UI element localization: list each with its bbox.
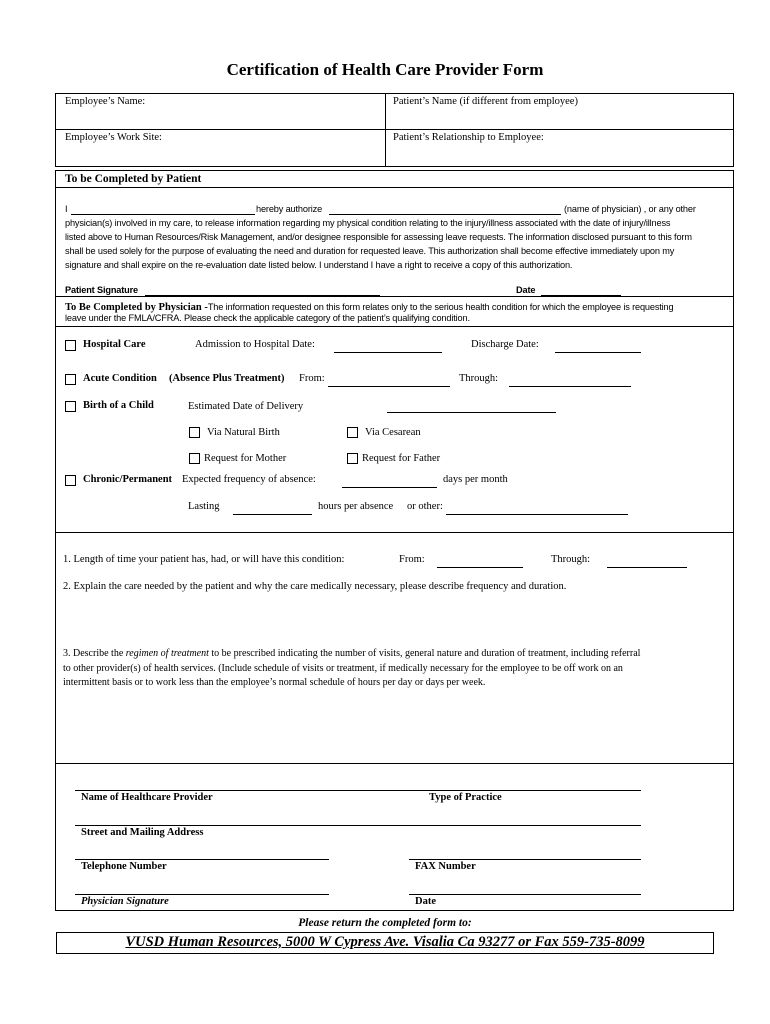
auth-line-2: physician(s) involved in my care, to release information regarding my physical condition relating to the injury/illness associated with the date of injury/illness — [65, 218, 671, 228]
divider — [55, 532, 734, 533]
delivery-date-label: Estimated Date of Delivery — [188, 401, 304, 412]
employee-name-blank[interactable] — [71, 203, 255, 215]
return-note: Please return the completed form to: — [298, 917, 472, 929]
acute-from-label: From: — [299, 373, 325, 384]
q3-line-3: intermittent basis or to work less than the employee’s normal schedule of hours per day or days per week. — [63, 677, 486, 688]
physician-intro-2: leave under the FMLA/CFRA. Please check the applicable category of the patient’s qualifying condition. — [65, 313, 470, 323]
admission-date-line[interactable] — [334, 341, 442, 353]
request-mother-checkbox[interactable] — [189, 453, 200, 464]
q3-start: 3. Describe the — [63, 648, 126, 659]
birth-checkbox[interactable] — [65, 401, 76, 412]
address-label: Street and Mailing Address — [81, 827, 204, 838]
phone-label: Telephone Number — [81, 861, 167, 872]
frequency-line[interactable] — [342, 476, 437, 488]
delivery-date-line[interactable] — [387, 401, 556, 413]
patient-signature-label: Patient Signature — [65, 285, 139, 295]
divider — [55, 129, 734, 130]
provider-date-line[interactable] — [409, 894, 641, 895]
acute-through-label: Through: — [459, 373, 499, 384]
acute-condition-label: Acute Condition — [83, 373, 157, 384]
request-father-checkbox[interactable] — [347, 453, 358, 464]
frequency-label: Expected frequency of absence: — [182, 474, 316, 485]
practice-type-label: Type of Practice — [429, 792, 502, 803]
patient-date-line[interactable] — [541, 284, 621, 296]
question-3 — [63, 647, 726, 691]
work-site-field[interactable]: Employee’s Work Site: — [65, 132, 162, 143]
patient-signature-line[interactable] — [145, 284, 380, 296]
employee-name-field[interactable]: Employee’s Name: — [65, 96, 146, 107]
other-line[interactable] — [446, 503, 628, 515]
q3-italic: regimen of treatment — [125, 648, 209, 659]
chronic-label: Chronic/Permanent — [83, 474, 173, 485]
auth-line-4: shall be used solely for the purpose of evaluating the need and duration for requested leave. This authorization shall become effective immediately upon my — [65, 246, 675, 256]
cesarean-checkbox[interactable] — [347, 427, 358, 438]
auth-line-5: signature and shall expire on the re-evaluation date listed below. I understand I have a right to receive a copy of this authorization. — [65, 260, 573, 270]
fax-line[interactable] — [409, 859, 641, 860]
physician-section-heading: To Be Completed by Physician - — [65, 302, 208, 313]
page-title: Certification of Health Care Provider Form — [226, 60, 544, 79]
q1-through-label: Through: — [551, 554, 591, 565]
q3-line-2: to other provider(s) of health services. (Include schedule of visits or treatment, if medically necessary for the employee to be off work on an — [63, 662, 623, 674]
physician-intro-1: The information requested on this form relates only to the serious health condition for which the employee is requesting — [207, 302, 674, 312]
auth-mid: hereby authorize — [256, 204, 323, 214]
q1-from-label: From: — [399, 554, 425, 565]
provider-date-label: Date — [415, 896, 436, 907]
request-mother-label: Request for Mother — [204, 453, 287, 464]
q1-from-line[interactable] — [437, 556, 523, 568]
auth-line-3: listed above to Human Resources/Risk Management, and/or designee responsible for assessing leave requests. The information disclosed pursuant to this form — [65, 232, 692, 242]
birth-label: Birth of a Child — [83, 400, 154, 411]
days-per-month-label: days per month — [443, 474, 508, 485]
divider — [55, 763, 734, 764]
natural-birth-label: Via Natural Birth — [207, 427, 280, 438]
divider — [55, 326, 734, 327]
patient-section-heading: To be Completed by Patient — [65, 173, 202, 185]
acute-note: (Absence Plus Treatment) — [169, 373, 285, 384]
discharge-date-label: Discharge Date: — [471, 339, 539, 350]
divider — [385, 93, 386, 167]
phone-line[interactable] — [75, 859, 329, 860]
discharge-date-line[interactable] — [555, 341, 641, 353]
other-label: or other: — [407, 501, 443, 512]
physician-name-blank[interactable] — [329, 203, 561, 215]
return-address: VUSD Human Resources, 5000 W Cypress Ave. Visalia Ca 93277 or Fax 559-735-8099 — [125, 934, 645, 950]
provider-name-label: Name of Healthcare Provider — [81, 792, 213, 803]
lasting-line[interactable] — [233, 503, 312, 515]
divider — [55, 187, 734, 188]
acute-from-line[interactable] — [328, 375, 450, 387]
question-1: 1. Length of time your patient has, had, or will have this condition: — [63, 554, 345, 565]
patient-date-label: Date — [516, 285, 536, 295]
hospital-care-checkbox[interactable] — [65, 340, 76, 351]
physician-signature-line[interactable] — [75, 894, 329, 895]
chronic-checkbox[interactable] — [65, 475, 76, 486]
q1-through-line[interactable] — [607, 556, 687, 568]
address-line[interactable] — [75, 825, 641, 826]
question-2: 2. Explain the care needed by the patient and why the care medically necessary, please describe frequency and duration. — [63, 581, 567, 592]
acute-through-line[interactable] — [509, 375, 631, 387]
acute-condition-checkbox[interactable] — [65, 374, 76, 385]
relationship-field[interactable]: Patient’s Relationship to Employee: — [393, 132, 544, 143]
fax-label: FAX Number — [415, 861, 476, 872]
request-father-label: Request for Father — [362, 453, 441, 464]
auth-prefix: I — [65, 204, 68, 214]
lasting-label: Lasting — [188, 501, 220, 512]
physician-signature-label: Physician Signature — [81, 896, 169, 907]
hospital-care-label: Hospital Care — [83, 339, 146, 350]
provider-name-line[interactable] — [75, 790, 641, 791]
q3-rest: to be prescribed indicating the number of visits, general nature and duration of treatment, including referral — [208, 648, 641, 659]
natural-birth-checkbox[interactable] — [189, 427, 200, 438]
auth-suffix: (name of physician) , or any other — [564, 204, 696, 214]
hours-label: hours per absence — [318, 501, 394, 512]
patient-name-field[interactable]: Patient’s Name (if different from employee) — [393, 96, 578, 107]
admission-date-label: Admission to Hospital Date: — [195, 339, 315, 350]
cesarean-label: Via Cesarean — [365, 427, 421, 438]
